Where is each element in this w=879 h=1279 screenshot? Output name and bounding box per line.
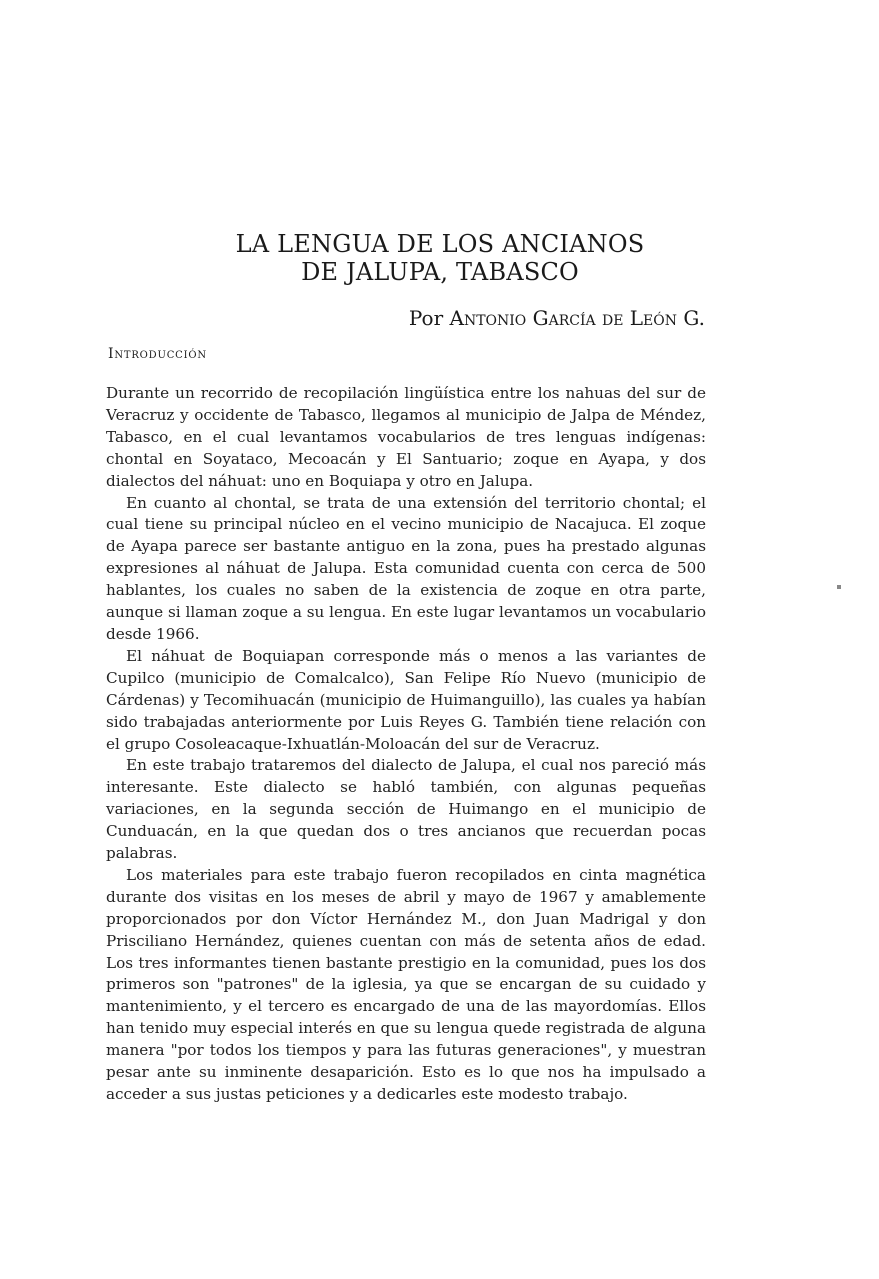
paragraph-2: En cuanto al chontal, se trata de una extensión del territorio chontal; el cual tiene su principal núcleo en el vecino municipio de Nacajuca. El zoque de Ayapa parece ser bastante antiguo en la zona, pues ha prestado algunas expresiones al náhuat de Jalupa. Esta comunidad cuenta con cerca de 500 hablantes, los cuales no saben de la existencia de zoque en otra parte, aunque si llaman zoque a su lengua. En este lugar levantamos un vocabulario desde 1966. <box>106 493 706 643</box>
paragraph-5: Los materiales para este trabajo fueron recopilados en cinta magnética durante dos visitas en los meses de abril y mayo de 1967 y amablemente proporcionados por don Víctor Hernández M., don Juan Madrigal y don Prisciliano Hernández, quienes cuentan con más de setenta años de edad. Los tres informantes tienen bastante prestigio en la comunidad, pues los dos primeros son "patrones" de la iglesia, ya que se encargan de su cuidado y mantenimiento, y el tercero es encargado de una de las mayordomías. Ellos han tenido muy especial interés en que su lengua quede registrada de alguna manera "por todos los tiempos y para las futuras generaciones", y muestran pesar ante su inminente desaparición. Esto es lo que nos ha impulsado a acceder a sus justas peticiones y a dedicarles este modesto trabajo. <box>106 865 706 1103</box>
title-line-2: DE JALUPA, TABASCO <box>301 258 579 286</box>
author-prefix: Por <box>408 306 444 330</box>
article-title <box>140 230 740 286</box>
paragraph-1: Durante un recorrido de recopilación lingüística entre los nahuas del sur de Veracruz y occidente de Tabasco, llegamos al municipio de Jalpa de Méndez, Tabasco, en el cual levantamos vocabularios de tres lenguas indígenas: chontal en Soyataco, Mecoacán y El Santuario; zoque en Ayapa, y dos dialectos del náhuat: uno en Boquiapa y otro en Jalupa. <box>106 384 706 490</box>
article-body <box>106 383 706 1106</box>
paragraph-3: El náhuat de Boquiapan corresponde más o menos a las variantes de Cupilco (municipio de Comalcalco), San Felipe Río Nuevo (municipio de Cárdenas) y Tecomihuacán (municipio de Huimanguillo), las cuales ya habían sido trabajadas anteriormente por Luis Reyes G. También tiene relación con el grupo Cosoleacaque-Ixhuatlán-Moloacán del sur de Veracruz. <box>106 646 706 753</box>
section-heading: Introducción <box>108 346 207 362</box>
author-name: Antonio García de León G. <box>449 306 705 330</box>
scan-speck <box>837 585 841 589</box>
title-line-1: LA LENGUA DE LOS ANCIANOS <box>235 230 645 258</box>
paragraph-4: En este trabajo trataremos del dialecto de Jalupa, el cual nos pareció más interesante. Este dialecto se habló también, con algunas pequeñas variaciones, en la segunda sección de Huimango en el municipio de Cunduacán, en la que quedan dos o tres ancianos que recuerdan pocas palabras. <box>106 756 706 863</box>
author-byline <box>300 306 705 330</box>
